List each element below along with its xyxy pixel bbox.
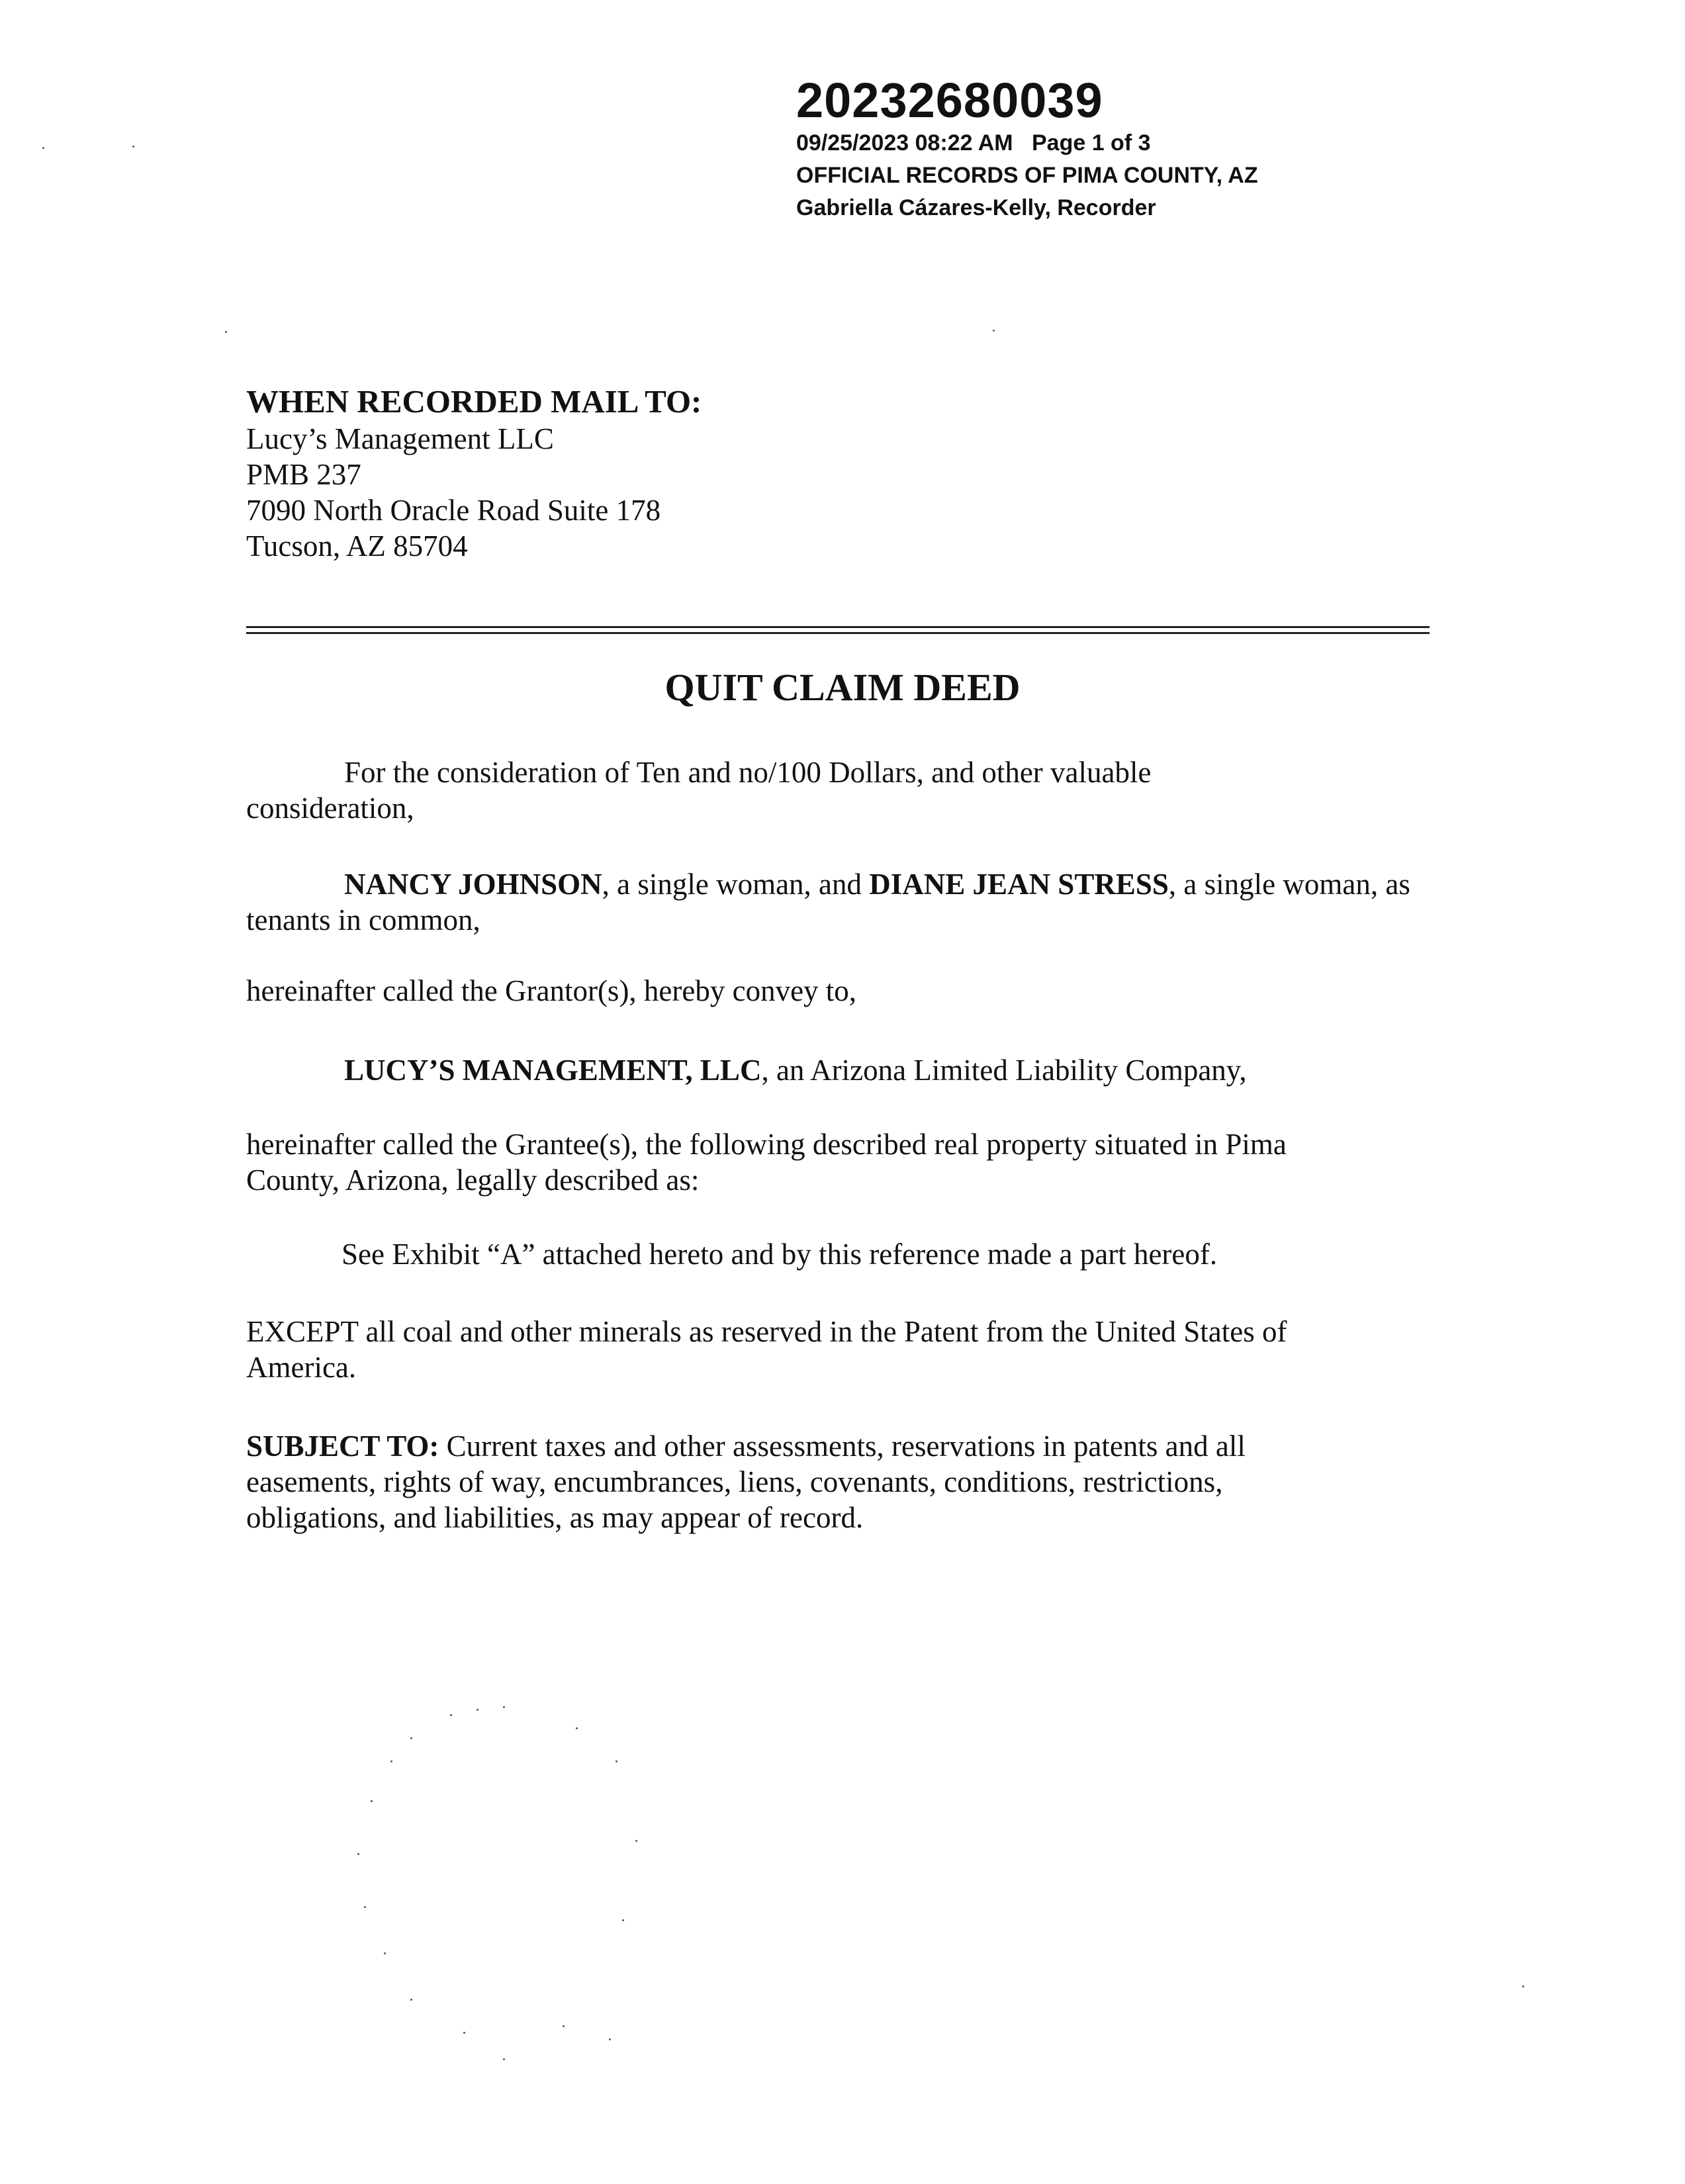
subject-to-line: easements, rights of way, encumbrances, liens, covenants, conditions, restrictions,	[246, 1465, 1223, 1498]
subject-to-line: obligations, and liabilities, as may appear of record.	[246, 1501, 864, 1534]
grantee-paragraph	[246, 1052, 1247, 1088]
exhibit-text: See Exhibit “A” attached hereto and by this reference made a part hereof.	[342, 1238, 1218, 1271]
divider-rule	[246, 632, 1430, 634]
mail-to-heading: WHEN RECORDED MAIL TO:	[246, 383, 702, 420]
consideration-paragraph	[246, 754, 1437, 826]
grantor-clause: hereinafter called the Grantor(s), hereby convey to,	[246, 974, 857, 1007]
exception-line: EXCEPT all coal and other minerals as reserved in the Patent from the United States of	[246, 1315, 1287, 1348]
exhibit-reference	[246, 1236, 1217, 1272]
recording-date-page	[796, 127, 1258, 159]
deed-title: QUIT CLAIM DEED	[664, 666, 1021, 709]
grantee-name: LUCY’S MANAGEMENT, LLC	[344, 1054, 762, 1087]
grantee-text: , an Arizona Limited Liability Company,	[761, 1054, 1247, 1087]
mail-to-line: Lucy’s Management LLC	[246, 422, 554, 455]
divider-rule	[246, 626, 1430, 628]
recorder-stamp	[796, 74, 1258, 224]
grantor-text: , a single woman, and	[602, 868, 870, 901]
grantors-paragraph	[246, 866, 1437, 938]
mail-to-line: PMB 237	[246, 458, 361, 491]
page-info: Page 1 of 3	[1031, 130, 1151, 156]
subject-to-label: SUBJECT TO:	[246, 1430, 439, 1463]
recording-datetime: 09/25/2023 08:22 AM	[796, 130, 1013, 156]
grantor-name: NANCY JOHNSON	[344, 868, 602, 901]
consideration-line: consideration,	[246, 792, 414, 825]
recorder-name: Gabriella Cázares-Kelly, Recorder	[796, 195, 1156, 220]
mail-to-block	[246, 383, 702, 564]
consideration-line: For the consideration of Ten and no/100 Dollars, and other valuable	[344, 756, 1152, 789]
grantee-clause	[246, 1126, 1437, 1198]
subject-to-paragraph	[246, 1428, 1437, 1535]
grantor-tenancy: tenants in common,	[246, 903, 480, 936]
grantor-text: , a single woman, as	[1168, 868, 1410, 901]
grantee-clause-line: hereinafter called the Grantee(s), the following described real property situated in Pima	[246, 1128, 1287, 1161]
exception-line: America.	[246, 1351, 357, 1384]
mail-to-line: Tucson, AZ 85704	[246, 529, 468, 563]
mail-to-line: 7090 North Oracle Road Suite 178	[246, 494, 661, 527]
document-number: 20232680039	[796, 73, 1103, 128]
grantee-clause-line: County, Arizona, legally described as:	[246, 1163, 700, 1197]
exception-paragraph	[246, 1314, 1437, 1385]
recorder-office: OFFICIAL RECORDS OF PIMA COUNTY, AZ	[796, 163, 1258, 188]
grantor-name: DIANE JEAN STRESS	[869, 868, 1169, 901]
subject-to-line: Current taxes and other assessments, reservations in patents and all	[439, 1430, 1246, 1463]
